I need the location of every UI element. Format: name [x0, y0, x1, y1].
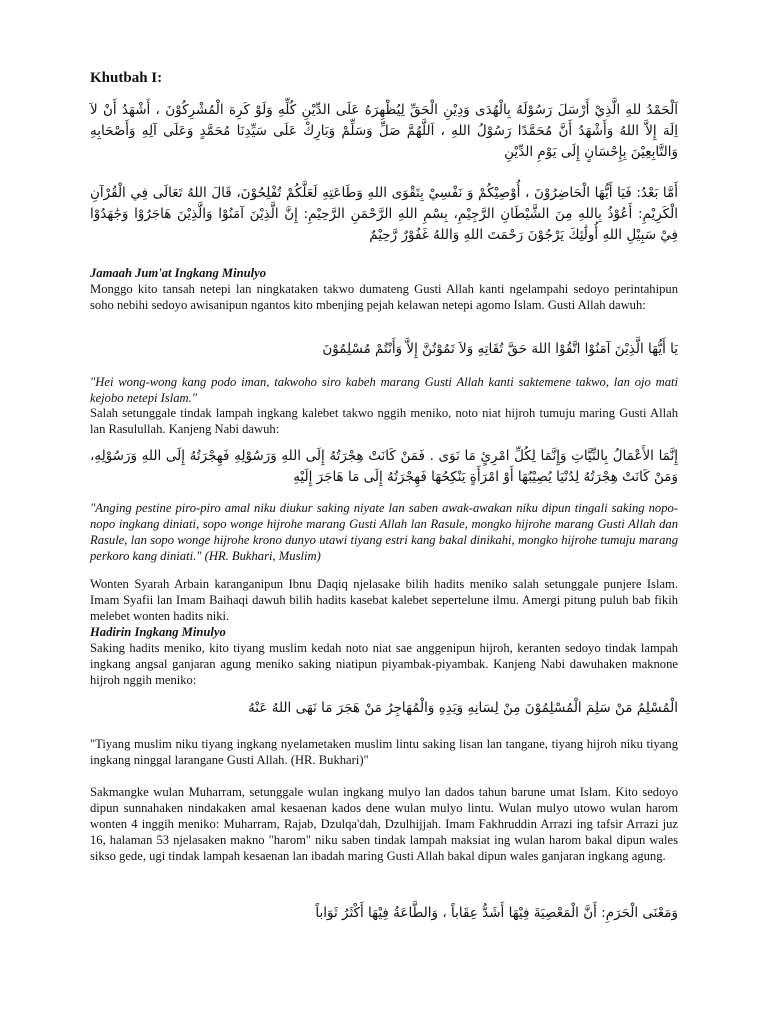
- paragraph-hijroh: Salah setunggale tindak lampah ingkang kalebet takwo nggih meniko, noto niat hijroh tumuju maring Gusti Allah lan Rasulullah. Kanjeng Nabi dawuh:: [90, 406, 678, 436]
- paragraph-arbain: Wonten Syarah Arbain karanganipun Ibnu Daqiq njelasake bilih hadits meniko salah setunggale punjere Islam. Imam Syafii lan Imam Baihaqi dawuh bilih hadits kasebat kalebet sepertelune ilmu. Amergi pitung puluh bab fikih melebet wonten hadits niki.: [90, 577, 678, 623]
- paragraph-takwo: Monggo kito tansah netepi lan ningkataken takwo dumateng Gusti Allah kanti ngelampahi sedoyo perintahipun soho nebihi sedoyo awisanipun ngantos kito mbenjing pejah kelawan netepi agomo Islam. Gusti Allah dawuh:: [90, 282, 678, 312]
- paragraph-niat: Saking hadits meniko, kito tiyang muslim kedah noto niat sae anggenipun hijroh, keranten sedoyo tindak lampah ingkang angsal ganjaran agung meniko saking niatipun piyambak-piyambak. Kanjeng Nabi dawuhaken maknone hijroh nggih meniko:: [90, 641, 678, 687]
- quote-takwo: "Hei wong-wong kang podo iman, takwoho siro kabeh marang Gusti Allah kanti saktemene takwo, lan ojo mati kejobo netepi Islam.": [90, 375, 678, 405]
- heading-hadirin: Hadirin Ingkang Minulyo: [90, 625, 226, 639]
- arabic-hadits-muslim: الْمُسْلِمُ مَنْ سَلِمَ الْمُسْلِمُوْنَ مِنْ لِسَانِهِ وَيَدِهِ وَالْمُهَاجِرُ مَنْ هَجَرَ مَا نَهَى اللهُ عَنْهُ: [248, 700, 678, 716]
- quote-hadits-niat: "Anging pestine piro-piro amal niku diukur saking niyate lan saben awak-awakan niku dipun tingali saking nopo-nopo ingkang diniati, sopo wonge hijrohe marang Gusti Allah lan Rasule, mongko hijrohe marang Gusti Allah dan Rasule, lan sopo wonge hijrohe krono dunyo utawi tiyang estri kang bakal dinikahi, mongko hijrohe tumuju marang perkoro kang diniati." (HR. Bukhari, Muslim): [90, 501, 678, 563]
- paragraph-muharram: Sakmangke wulan Muharram, setunggale wulan ingkang mulyo lan dados tahun barune umat Islam. Kito sedoyo dipun sunnahaken nindakaken amal kesaenan kados dene wulan mulyo lintu. Wulan mulyo utowo wulan harom wonten 4 inggih meniko: Muharram, Rajab, Dzulqa'dah, Dzulhijjah. Imam Fakhruddin Arrazi ing tafsir Arrazi juz 16, halaman 53 njelasaken makno "harom" niku saben tindak lampah maksiat ing wulan harom bakal dipun wales sikso gede, ugi tindak lampah kesaenan lan ibadah maring Gusti Allah bakal dipun wales ganjaran ingkang agung.: [90, 785, 678, 863]
- quote-muslim: "Tiyang muslim niku tiyang ingkang nyelametaken muslim lintu saking lisan lan tangane, tiyang hijroh niku tiyang ingkang ninggal larangane Gusti Allah. (HR. Bukhari)": [90, 737, 678, 767]
- arabic-hadits-niat: إِنَّمَا الأَعْمَالُ بِالنِّيَّاتِ وَإِنَّمَا لِكُلِّ امْرِئٍ مَا نَوَى . فَمَنْ كَانَتْ هِجْرَتُهُ إِلَى اللهِ وَرَسُوْلِهِ فَهِجْرَتُهُ إِلَى اللهِ وَرَسُوْلِهِ، وَمَنْ كَانَتْ هِجْرَتُهُ لِدُنْيَا يُصِيْبُهَا أَوْ امْرَأَةٍ يَنْكِحُهَا فَهِجْرَتُهُ إِلَى مَا هَاجَرَ إِلَيْهِ: [90, 448, 678, 485]
- khutbah-title: Khutbah I:: [90, 70, 163, 86]
- arabic-makna-harom: وَمَعْنَى الْحَرَمِ: أَنَّ الْمَعْصِيَةَ فِيْهَا أَشَدُّ عِقَاباً ، وَالطَّاعَةُ فِيْهَا أَكْثَرُ ثَوَاباً: [315, 905, 678, 921]
- arabic-ayat-takwo: يَا أَيُّهَا الَّذِيْنَ آمَنُوْا اتَّقُوْا اللهَ حَقَّ تُقَاتِهِ وَلاَ تَمُوْتُنَّ إِلاَّ وَأَنْتُمْ مُسْلِمُوْنَ: [322, 341, 678, 357]
- arabic-amma-badu: أَمَّا بَعْدُ: فَيَا أَيُّهَا الْحَاضِرُوْنَ ، أُوْصِيْكُمْ وَ نَفْسِيْ بِتَقْوَى اللهِ وَطَاعَتِهِ لَعَلَّكُمْ تُفْلِحُوْنَ، قَالَ اللهُ تَعَالَى فِي الْقُرْآنِ الْكَرِيْمِ: أَعُوْذُ بِاللهِ مِنَ الشَّيْطَانِ الرَّجِيْمِ، بِسْمِ اللهِ الرَّحْمَنِ الرَّحِيْمِ: إِنَّ الَّذِيْنَ آمَنُوْا وَالَّذِيْنَ هَاجَرُوْا وَجَٰهَدُوْا فِيْ سَبِيْلِ اللهِ أُولَٰئِكَ يَرْجُوْنَ رَحْمَتَ اللهِ وَاللهُ غَفُوْرٌ رَّحِيْمٌ: [90, 185, 678, 243]
- heading-jamaah: Jamaah Jum'at Ingkang Minulyo: [90, 266, 267, 280]
- arabic-opening: اَلْحَمْدُ للهِ الَّذِيْ أَرْسَلَ رَسُوْلَهُ بِالْهُدَى وَدِيْنِ الْحَقِّ لِيُظْهِرَهُ عَلَى الدِّيْنِ كُلِّهِ وَلَوْ كَرِهَ الْمُشْرِكُوْنَ ، أَشْهَدُ أَنْ لاَ اِلَهَ إِلاَّ اللهُ وَأَشْهَدُ أَنَّ مُحَمَّدًا رَسُوْلُ اللهِ ، اَللَّهُمَّ صَلِّ وَسَلِّمْ وَبَارِكْ عَلَى سَيِّدِنَا مُحَمَّدٍ وَعَلَى آلِهِ وَأَصْحَابِهِ وَالتَّابِعِيْنَ بِإِحْسَانٍ إِلَى يَوْمِ الدِّيْنِ: [90, 102, 678, 160]
